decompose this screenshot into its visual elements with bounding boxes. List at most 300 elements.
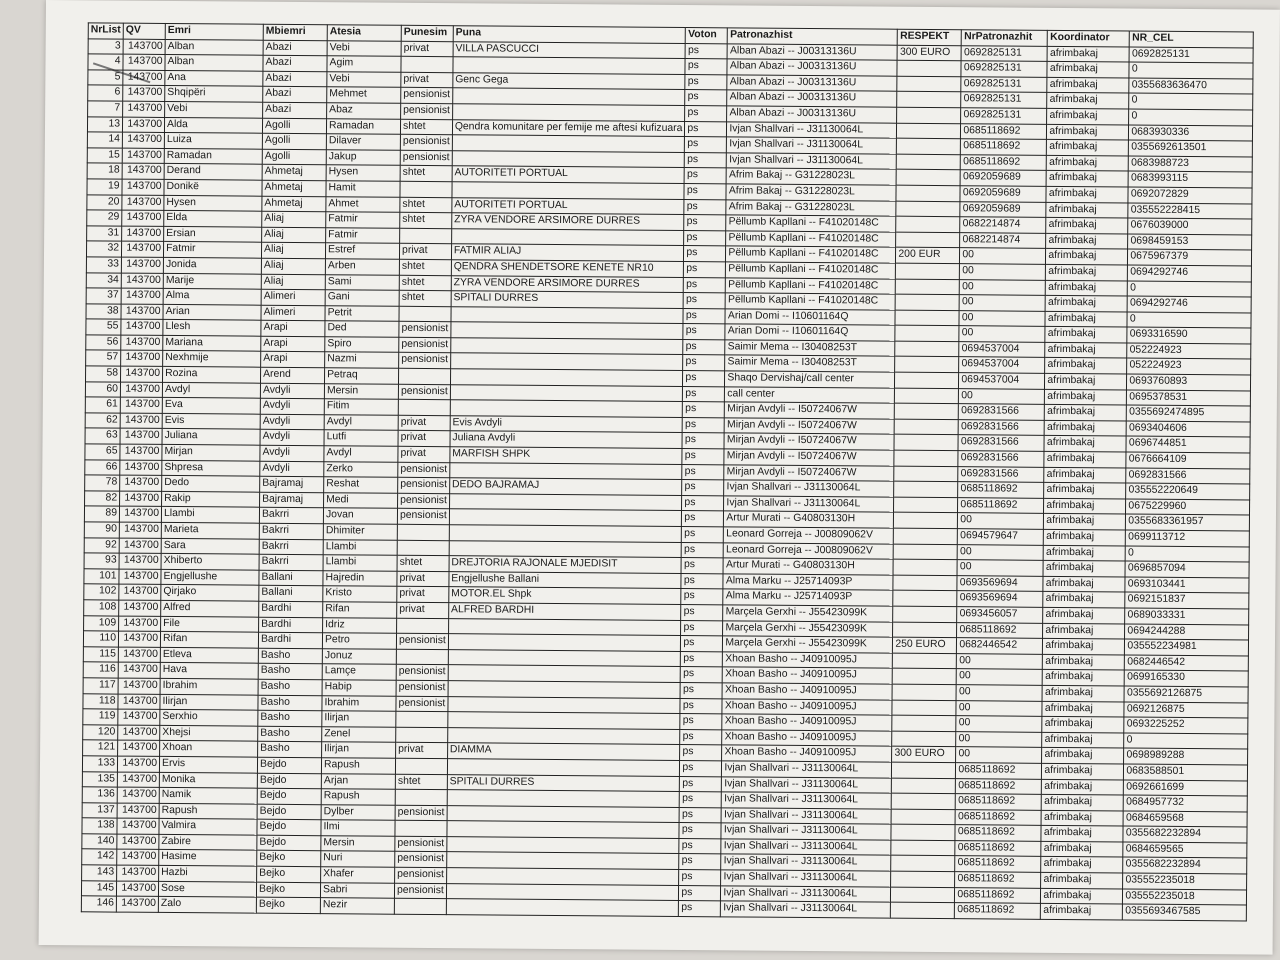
table-cell: Rifan (160, 632, 258, 648)
table-cell: Jonida (163, 257, 261, 273)
table-cell: 0675967379 (1128, 249, 1252, 266)
table-cell: ps (685, 90, 727, 106)
table-cell (894, 450, 958, 466)
table-cell: 143700 (117, 803, 159, 819)
table-cell: Nazmi (325, 352, 399, 368)
table-cell: Avdyl (162, 382, 260, 398)
table-cell: Mariana (163, 335, 261, 351)
table-cell: Juliana Avdyli (450, 431, 683, 448)
table-cell: Agolli (262, 149, 326, 165)
table-cell: Llambi (161, 507, 259, 523)
table-cell: privat (401, 41, 453, 57)
table-cell: 143700 (117, 850, 159, 866)
table-cell (400, 181, 452, 197)
table-cell: 0692831566 (959, 404, 1045, 420)
table-cell: 143700 (120, 429, 162, 445)
table-cell: Zenel (322, 726, 396, 742)
table-cell: 118 (83, 693, 118, 709)
table-cell: Ivjan Shallvari -- J31130064L (722, 776, 892, 793)
table-body (81, 38, 1253, 920)
table-cell: Ahmet (326, 196, 400, 212)
table-cell: afrimbakaj (1043, 670, 1125, 686)
table-cell: 0693456057 (957, 607, 1043, 623)
table-cell (450, 369, 683, 386)
table-cell: ps (680, 792, 722, 808)
table-cell: 143700 (118, 694, 160, 710)
table-cell: shtet (400, 166, 452, 182)
table-cell: afrimbakaj (1043, 607, 1125, 623)
table-cell: Ballani (259, 586, 323, 602)
table-cell: Xhoan Basho -- J40910095J (722, 714, 892, 731)
table-cell: ps (679, 838, 721, 854)
table-cell (452, 150, 685, 167)
table-cell: afrimbakaj (1042, 794, 1124, 810)
table-cell: 143700 (116, 881, 158, 897)
table-cell: Abaz (327, 103, 401, 119)
table-cell: 143700 (119, 522, 161, 538)
table-cell: privat (398, 415, 450, 431)
table-cell: 143700 (121, 288, 163, 304)
table-cell: ps (680, 729, 722, 745)
table-cell: 120 (83, 725, 118, 741)
table-cell: SPITALI DURRES (451, 291, 684, 308)
table-cell: Marçela Gerxhi -- J55423099K (723, 636, 893, 653)
table-cell: pensionist (399, 322, 451, 338)
table-cell: Leonard Gorreja -- J00809062V (724, 542, 894, 559)
table-cell: 0694244288 (1125, 624, 1249, 641)
table-cell: Llambi (323, 539, 397, 555)
table-cell: Bejko (257, 866, 321, 882)
table-cell (397, 524, 449, 540)
table-cell: 60 (85, 381, 120, 397)
table-cell: afrimbakaj (1042, 685, 1124, 701)
table-cell: 143700 (121, 366, 163, 382)
table-cell (895, 341, 959, 357)
table-cell: VILLA PASCUCCI (453, 41, 686, 58)
table-cell (893, 622, 957, 638)
table-cell: 0692126875 (1124, 702, 1248, 719)
table-cell: 0685118692 (961, 154, 1047, 170)
table-cell: 89 (84, 506, 119, 522)
table-cell: 0355693467585 (1123, 904, 1247, 921)
table-cell: Mirjan Avdyli -- I50724067W (724, 449, 894, 466)
table-cell: ps (683, 293, 725, 309)
table-cell: 0684659568 (1123, 811, 1247, 828)
table-cell: call center (725, 386, 895, 403)
table-cell: 93 (84, 553, 119, 569)
table-cell: afrimbakaj (1047, 77, 1129, 93)
column-header: NrPatronazhit (962, 30, 1048, 46)
table-cell (895, 357, 959, 373)
table-cell: Sabri (320, 882, 394, 898)
printed-sheet (39, 0, 1280, 955)
table-cell: ps (682, 433, 724, 449)
table-cell: Vebi (327, 40, 401, 56)
table-cell (449, 509, 682, 526)
table-cell: 143700 (119, 506, 161, 522)
table-cell: 0685118692 (961, 123, 1047, 139)
table-cell: pensionist (400, 150, 452, 166)
table-cell: pensionist (400, 134, 452, 150)
table-cell: 0675229960 (1126, 499, 1250, 516)
table-cell: Aliaj (261, 258, 325, 274)
table-cell: Mirjan Avdyli -- I50724067W (724, 418, 894, 435)
table-cell: Aliaj (262, 211, 326, 227)
table-cell (891, 856, 955, 872)
table-cell: afrimbakaj (1042, 716, 1124, 732)
table-cell: Sami (325, 274, 399, 290)
table-cell: Pëllumb Kapllani -- F41020148C (725, 293, 895, 310)
table-cell (399, 368, 451, 384)
table-cell: 250 EURO (893, 637, 957, 653)
table-cell: Evis Avdyli (450, 416, 683, 433)
table-cell: ps (683, 386, 725, 402)
table-cell (892, 731, 956, 747)
table-cell: 32 (86, 241, 121, 257)
table-cell (896, 216, 960, 232)
table-cell (447, 852, 680, 869)
table-cell: 57 (86, 350, 121, 366)
table-cell: ps (685, 152, 727, 168)
table-cell: AUTORITETI PORTUAL (452, 197, 685, 214)
table-cell: Rifan (323, 602, 397, 618)
table-cell: 0689033331 (1125, 608, 1249, 625)
table-cell: Rapush (321, 789, 395, 805)
table-cell: 035552234981 (1125, 639, 1249, 656)
table-cell: Lutfi (324, 430, 398, 446)
column-header: NR_CEL (1130, 31, 1254, 48)
table-cell: 0694292746 (1127, 296, 1251, 313)
table-cell: pensionist (395, 836, 447, 852)
table-cell: ps (683, 402, 725, 418)
table-cell: 108 (84, 600, 119, 616)
table-cell (451, 322, 684, 339)
table-cell: 140 (82, 834, 117, 850)
table-cell (896, 232, 960, 248)
table-cell: afrimbakaj (1044, 436, 1126, 452)
table-cell: Shpresa (162, 460, 260, 476)
table-cell: Arian Domi -- I10601164Q (725, 309, 895, 326)
table-cell: afrimbakaj (1046, 249, 1128, 265)
table-cell: ps (681, 558, 723, 574)
table-cell: 00 (956, 731, 1042, 747)
table-cell: afrimbakaj (1046, 264, 1128, 280)
table-cell (892, 762, 956, 778)
table-cell: 0693404606 (1126, 421, 1250, 438)
table-cell: Agolli (262, 133, 326, 149)
table-cell: 143700 (119, 553, 161, 569)
table-cell (893, 591, 957, 607)
table-cell: Bejdo (257, 835, 321, 851)
table-cell: afrimbakaj (1046, 202, 1128, 218)
table-cell: 0692059689 (960, 201, 1046, 217)
table-cell (893, 559, 957, 575)
table-cell: 90 (84, 522, 119, 538)
table-cell: ps (680, 714, 722, 730)
table-cell: privat (397, 602, 449, 618)
table-cell: Kristo (323, 586, 397, 602)
table-cell (895, 388, 959, 404)
table-cell (399, 306, 451, 322)
table-cell: 143700 (121, 273, 163, 289)
table-cell: ps (683, 355, 725, 371)
table-cell: 143700 (123, 54, 165, 70)
table-cell: Hazbi (159, 865, 257, 881)
table-cell (450, 400, 683, 417)
table-cell: 20 (87, 194, 122, 210)
table-cell: 143700 (120, 397, 162, 413)
table-cell: QENDRA SHENDETSORE KENETE NR10 (451, 260, 684, 277)
table-cell: pensionist (401, 88, 453, 104)
table-cell: ps (679, 854, 721, 870)
table-cell: 102 (84, 584, 119, 600)
table-cell: Rakip (162, 491, 260, 507)
table-cell: 143700 (118, 709, 160, 725)
table-cell: afrimbakaj (1046, 186, 1128, 202)
table-cell: 33 (86, 257, 121, 273)
table-cell: Dilaver (326, 134, 400, 150)
table-cell (895, 372, 959, 388)
table-cell: 0685118692 (956, 794, 1042, 810)
table-cell: Pëllumb Kapllani -- F41020148C (726, 262, 896, 279)
table-cell: ps (684, 215, 726, 231)
table-cell: 035552220649 (1126, 483, 1250, 500)
table-cell: Ded (325, 321, 399, 337)
table-cell: Ivjan Shallvari -- J31130064L (721, 808, 891, 825)
table-cell: ps (684, 277, 726, 293)
table-cell: Rapush (321, 758, 395, 774)
table-cell: Bakrri (259, 554, 323, 570)
table-cell: shtet (399, 275, 451, 291)
table-cell: Hava (160, 663, 258, 679)
table-cell (453, 57, 686, 74)
table-cell: Bejko (256, 882, 320, 898)
table-cell: Gani (325, 290, 399, 306)
table-cell: afrimbakaj (1047, 155, 1129, 171)
table-cell: 143700 (122, 195, 164, 211)
table-cell: Bardhi (259, 601, 323, 617)
table-cell: 00 (960, 264, 1046, 280)
table-cell: afrimbakaj (1044, 529, 1126, 545)
table-cell: 0676039000 (1128, 218, 1252, 235)
table-cell: Xhoan (160, 741, 258, 757)
table-cell: shtet (399, 290, 451, 306)
table-cell: Nezir (320, 898, 394, 914)
table-cell: pensionist (398, 493, 450, 509)
table-cell (451, 338, 684, 355)
table-cell: 143700 (123, 85, 165, 101)
table-cell (896, 263, 960, 279)
table-cell: 143700 (120, 491, 162, 507)
table-cell: ps (685, 105, 727, 121)
table-cell (891, 902, 955, 918)
table-cell: ZYRA VENDORE ARSIMORE DURRES (452, 213, 685, 230)
table-cell: ps (681, 589, 723, 605)
table-cell: Alban (165, 55, 263, 71)
table-cell: Fatmir (326, 212, 400, 228)
table-cell (397, 618, 449, 634)
table-cell (396, 649, 448, 665)
table-cell: Ivjan Shallvari -- J31130064L (727, 121, 897, 138)
column-header: Patronazhist (728, 28, 898, 45)
table-cell: Petro (322, 633, 396, 649)
table-cell: ps (682, 495, 724, 511)
table-cell: 00 (959, 388, 1045, 404)
table-cell: 0 (1129, 93, 1253, 110)
table-cell: 0682446542 (957, 638, 1043, 654)
table-cell: 0685118692 (955, 825, 1041, 841)
table-cell: privat (401, 72, 453, 88)
table-cell: 143700 (116, 896, 158, 912)
table-cell: Genc Gega (453, 72, 686, 89)
table-cell: ps (681, 620, 723, 636)
table-cell: Eva (162, 398, 260, 414)
table-cell: Luiza (164, 133, 262, 149)
table-cell: 143700 (121, 304, 163, 320)
table-cell: 00 (958, 544, 1044, 560)
table-cell (895, 294, 959, 310)
table-cell: afrimbakaj (1047, 140, 1129, 156)
table-cell: 143700 (117, 756, 159, 772)
table-cell: afrimbakaj (1044, 420, 1126, 436)
table-cell: shtet (395, 774, 447, 790)
table-cell: ps (681, 667, 723, 683)
table-cell (448, 634, 681, 651)
table-cell: ps (683, 371, 725, 387)
table-cell (448, 618, 681, 635)
table-cell: Xhafer (321, 867, 395, 883)
table-cell: Leonard Gorreja -- J00809062V (724, 527, 894, 544)
table-cell: afrimbakaj (1046, 171, 1128, 187)
table-cell: afrimbakaj (1047, 62, 1129, 78)
table-cell: Evis (162, 413, 260, 429)
table-cell: Avdyli (260, 461, 324, 477)
table-cell: Engjellushe Ballani (449, 571, 682, 588)
table-cell: 56 (86, 335, 121, 351)
table-cell: afrimbakaj (1043, 654, 1125, 670)
table-cell: afrimbakaj (1041, 857, 1123, 873)
table-cell: Alban Abazi -- J00313136U (727, 43, 897, 60)
table-cell: ps (679, 870, 721, 886)
table-cell: 0694292746 (1128, 265, 1252, 282)
table-cell: Ivjan Shallvari -- J31130064L (721, 823, 891, 840)
table-cell: 143700 (118, 631, 160, 647)
table-cell: Derand (164, 164, 262, 180)
table-cell: Aliaj (262, 243, 326, 259)
table-cell: 143700 (118, 647, 160, 663)
table-cell: Sara (161, 538, 259, 554)
table-cell (448, 696, 681, 713)
table-cell: 0692831566 (958, 420, 1044, 436)
table-cell: Ervis (159, 756, 257, 772)
table-cell: Medi (324, 493, 398, 509)
table-cell: privat (397, 587, 449, 603)
table-cell: 0694537004 (959, 342, 1045, 358)
table-cell: Hajredin (323, 570, 397, 586)
table-cell: ps (680, 698, 722, 714)
table-cell: ps (683, 308, 725, 324)
table-cell: DIAMMA (447, 743, 680, 760)
table-cell: 143700 (122, 179, 164, 195)
table-cell: 0355692126875 (1124, 686, 1248, 703)
table-cell: Idriz (323, 617, 397, 633)
table-cell: 300 EURO (892, 746, 956, 762)
table-cell: Avdyli (260, 398, 324, 414)
table-cell: afrimbakaj (1046, 280, 1128, 296)
table-cell: 0685118692 (956, 778, 1042, 794)
table-cell: File (161, 616, 259, 632)
table-cell (450, 462, 683, 479)
table-cell: 143700 (122, 210, 164, 226)
table-cell: afrimbakaj (1044, 451, 1126, 467)
table-cell: afrimbakaj (1047, 93, 1129, 109)
table-cell: 0692831566 (1126, 468, 1250, 485)
table-cell: 143700 (122, 163, 164, 179)
table-cell: 035552235018 (1123, 889, 1247, 906)
table-cell: Bejdo (257, 804, 321, 820)
table-cell: Abazi (263, 102, 327, 118)
table-cell: Xhiberto (161, 554, 259, 570)
table-cell: Arapi (261, 336, 325, 352)
table-cell: 0355692613501 (1129, 140, 1253, 157)
table-cell: ps (684, 261, 726, 277)
table-cell: Alma Marku -- J25714093P (723, 589, 893, 606)
table-cell: 0692825131 (961, 92, 1047, 108)
voter-table (81, 22, 1254, 921)
table-cell: Jakup (326, 149, 400, 165)
table-cell: Aliaj (261, 274, 325, 290)
table-cell: Ilirjan (160, 694, 258, 710)
table-cell: 31 (87, 226, 122, 242)
table-cell (891, 840, 955, 856)
table-cell: afrimbakaj (1042, 701, 1124, 717)
table-cell: 6 (88, 85, 123, 101)
table-cell: Hysen (164, 195, 262, 211)
table-cell: Marije (163, 273, 261, 289)
table-cell: Alma (163, 289, 261, 305)
table-cell: 143700 (122, 226, 164, 242)
table-cell (400, 228, 452, 244)
table-cell: shtet (400, 119, 452, 135)
table-cell: pensionist (396, 696, 448, 712)
table-cell: 119 (83, 709, 118, 725)
table-cell: afrimbakaj (1043, 623, 1125, 639)
table-cell: 143700 (118, 678, 160, 694)
table-cell: 143700 (119, 569, 161, 585)
table-cell: pensionist (395, 805, 447, 821)
table-cell: Bakrri (259, 539, 323, 555)
table-cell: afrimbakaj (1044, 498, 1126, 514)
table-cell: ps (683, 324, 725, 340)
table-cell: pensionist (398, 477, 450, 493)
table-cell (448, 665, 681, 682)
table-cell: Mersin (324, 383, 398, 399)
table-cell: Ramadan (164, 148, 262, 164)
table-cell: Fatmir (326, 227, 400, 243)
table-cell: 0695378531 (1127, 390, 1251, 407)
table-cell (452, 182, 685, 199)
table-cell: afrimbakaj (1043, 561, 1125, 577)
table-cell: afrimbakaj (1046, 217, 1128, 233)
table-cell: pensionist (394, 883, 446, 899)
table-cell: Avdyli (260, 445, 324, 461)
table-cell: Jonuz (322, 648, 396, 664)
table-cell: ps (680, 682, 722, 698)
table-cell: ps (680, 776, 722, 792)
table-cell: 116 (83, 662, 118, 678)
table-cell: 00 (958, 513, 1044, 529)
table-cell: 00 (959, 295, 1045, 311)
